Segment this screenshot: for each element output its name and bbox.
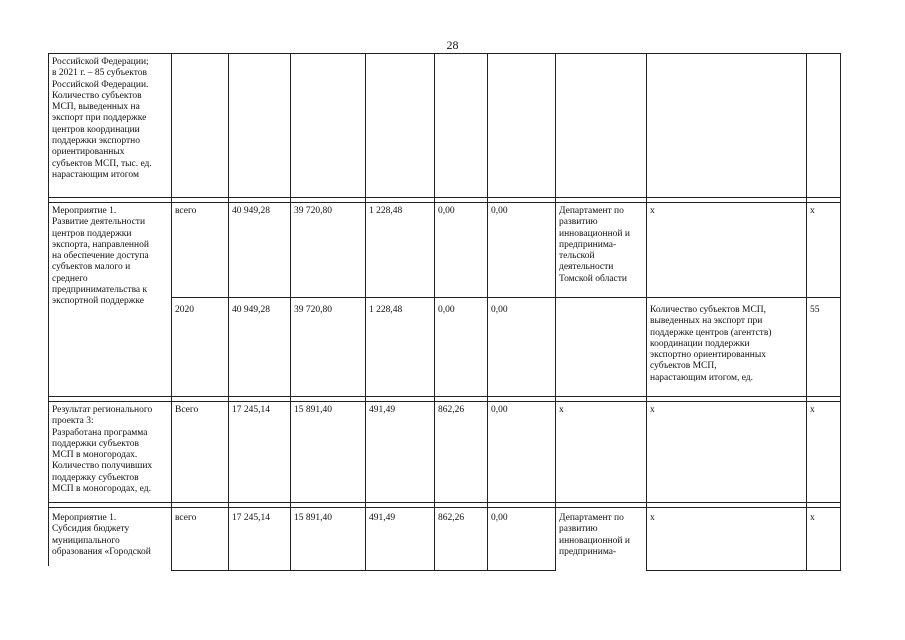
row-3-period: Всего [175,405,199,415]
row-2-line-1-executor: Департамент по развитию инновационной и предпринима- тельской деятельности Томской области [559,206,630,284]
row-4-executor: Департамент по развитию инновационной и предпринима- [559,513,630,557]
row-2-name: Мероприятие 1. Развитие деятельности центров поддержки экспорта, направленной на обеспечение доступа субъектов малого и среднего предпринимательства к экспортной поддержке [52,206,149,307]
row-2-line-1-period: всего [175,206,197,216]
row-3-other: 0,00 [491,405,508,415]
row-4-local: 862,26 [438,513,465,523]
row-3-executor: х [559,405,564,415]
row-3-federal: 15 891,40 [294,405,332,415]
row-3-value: х [810,405,815,415]
row-2-line-2-regional: 1 228,48 [369,305,403,315]
row-1-name: Российской Федерации; в 2021 г. – 85 субъектов Российской Федерации. Количество субъектов МСП, выведенных на экспорт при поддержке центров координации поддержки экспортно ориентированных субъектов МСП, тыс. ед. нарастающим итогом [52,57,152,180]
row-2-line-2-total: 40 949,28 [232,305,270,315]
row-2-line-1-total: 40 949,28 [232,206,270,216]
row-4-name: Мероприятие 1. Субсидия бюджету муниципального образования «Городской [52,513,151,557]
row-2-line-2-indicator: Количество субъектов МСП, выведенных на экспорт при поддержке центров (агентств) координации поддержки экспортно ориентированных субъектов МСП, нарастающим итогом, ед. [650,305,772,383]
row-3-indicator: х [650,405,655,415]
row-4-federal: 15 891,40 [294,513,332,523]
row-2-line-1-federal: 39 720,80 [294,206,332,216]
row-4-other: 0,00 [491,513,508,523]
row-2-line-2-other: 0,00 [491,305,508,315]
row-2-line-2-local: 0,00 [438,305,455,315]
row-3-local: 862,26 [438,405,465,415]
row-4-regional: 491,49 [369,513,396,523]
row-3-regional: 491,49 [369,405,396,415]
row-3-total: 17 245,14 [232,405,270,415]
row-2-line-1-regional: 1 228,48 [369,206,403,216]
row-4-period: всего [175,513,197,523]
row-4-total: 17 245,14 [232,513,270,523]
row-2-line-1-local: 0,00 [438,206,455,216]
row-2-line-2-period: 2020 [175,305,194,315]
row-2-line-1-value: х [810,206,815,216]
row-2-line-2-value: 55 [810,305,820,315]
row-4-indicator: х [650,513,655,523]
row-2-line-1-other: 0,00 [491,206,508,216]
row-4-value: х [810,513,815,523]
page-number: 28 [446,38,459,52]
row-3-name: Результат регионального проекта 3: Разработана программа поддержки субъектов МСП в моногородах. Количество получивших поддержку субъектов МСП в моногородах, ед. [52,405,153,495]
row-2-line-2-federal: 39 720,80 [294,305,332,315]
row-2-line-1-indicator: х [650,206,655,216]
